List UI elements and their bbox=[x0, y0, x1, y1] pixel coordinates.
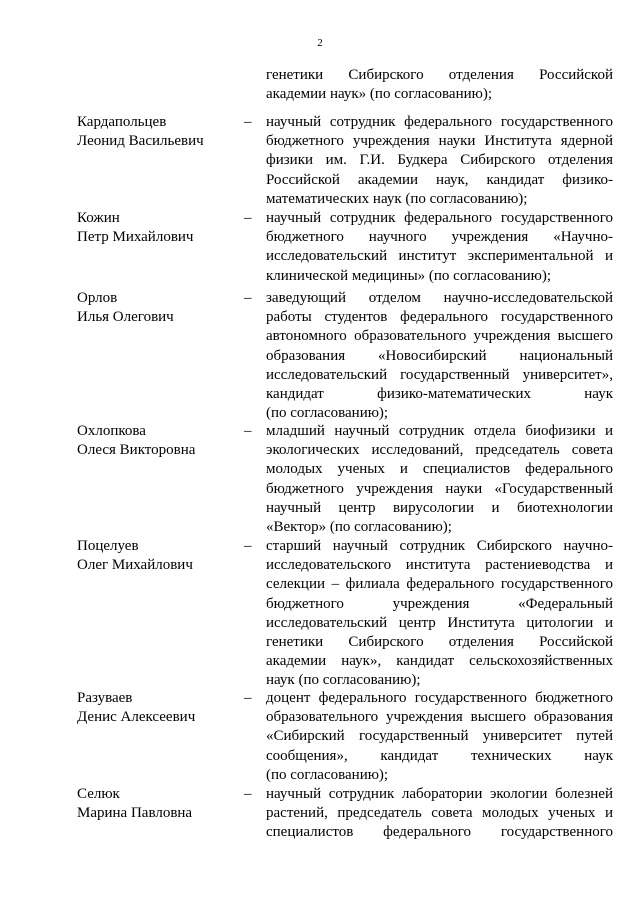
text-line: «Сибирский государственный университет путей bbox=[266, 728, 613, 745]
text-line: образовательного учреждения высшего образования bbox=[266, 709, 613, 726]
text-line: работы студентов федерального государственного bbox=[266, 309, 613, 326]
member-description bbox=[266, 209, 613, 286]
member-surname: Кожин bbox=[77, 210, 120, 226]
member-description bbox=[266, 422, 613, 537]
member-surname: Охлопкова bbox=[77, 423, 146, 439]
text-line: (по согласованию); bbox=[266, 405, 389, 422]
member-given-name: Леонид Васильевич bbox=[77, 133, 204, 150]
text-line: научный центр вирусологии и биотехнологии bbox=[266, 499, 613, 516]
text-line: доцент федерального государственного бюджетного bbox=[266, 690, 613, 706]
text-line: старший научный сотрудник Сибирского научно- bbox=[266, 538, 613, 554]
member-given-name: Марина Павловна bbox=[77, 805, 193, 822]
text-line: молодых ученых и специалистов федерального bbox=[266, 461, 613, 478]
member-surname: Орлов bbox=[77, 290, 118, 306]
text-line: бюджетного учреждения «Федеральный bbox=[266, 595, 613, 612]
text-line: клинической медицины» (по согласованию); bbox=[266, 267, 551, 284]
member-name bbox=[77, 113, 247, 151]
text-line: заведующий отделом научно-исследовательской bbox=[266, 290, 613, 306]
member-description bbox=[266, 689, 613, 785]
text-line: младший научный сотрудник отдела биофизики и bbox=[266, 423, 613, 439]
member-surname: Селюк bbox=[77, 786, 120, 802]
member-given-name: Илья Олегович bbox=[77, 309, 174, 326]
text-line: исследовательского института растениеводства и bbox=[266, 557, 613, 574]
text-line: научный сотрудник лаборатории экологии болезней bbox=[266, 786, 613, 802]
member-given-name: Петр Михайлович bbox=[77, 229, 194, 246]
text-line: исследовательский институт экспериментальной и bbox=[266, 248, 613, 265]
member-given-name: Олеся Викторовна bbox=[77, 442, 196, 459]
dash-separator: – bbox=[244, 538, 252, 554]
text-line: растений, председатель совета молодых ученых и bbox=[266, 805, 613, 822]
text-line: научный сотрудник федерального государственного bbox=[266, 114, 613, 130]
member-name bbox=[77, 689, 247, 727]
text-line: наук (по согласованию); bbox=[266, 672, 421, 689]
text-line: научный сотрудник федерального государственного bbox=[266, 210, 613, 226]
member-name bbox=[77, 289, 247, 327]
dash-separator: – bbox=[244, 114, 252, 130]
member-name bbox=[77, 422, 247, 460]
text-line: бюджетного учреждения науки «Государственный bbox=[266, 480, 613, 497]
text-line: физики им. Г.И. Будкера Сибирского отделения bbox=[266, 152, 613, 169]
member-description bbox=[266, 289, 613, 423]
text-line: генетики Сибирского отделения Российской bbox=[266, 67, 613, 83]
member-given-name: Олег Михайлович bbox=[77, 557, 193, 574]
text-line: бюджетного научного учреждения «Научно- bbox=[266, 229, 613, 246]
text-line: кандидат физико-математических наук bbox=[266, 385, 613, 402]
member-surname: Кардапольцев bbox=[77, 114, 167, 130]
text-line: (по согласованию); bbox=[266, 766, 389, 783]
text-line: селекции – филиала федерального государственного bbox=[266, 576, 613, 593]
text-line: специалистов федерального государственного bbox=[266, 824, 613, 841]
dash-separator: – bbox=[244, 210, 252, 226]
member-name bbox=[77, 785, 247, 823]
member-description bbox=[266, 537, 613, 691]
dash-separator: – bbox=[244, 423, 252, 439]
text-line: Российской академии наук, кандидат физико- bbox=[266, 171, 613, 188]
text-line: математических наук (по согласованию); bbox=[266, 190, 528, 207]
text-line: экологических исследований, председатель совета bbox=[266, 442, 613, 459]
text-line: автономного образовательного учреждения высшего bbox=[266, 328, 613, 345]
member-description bbox=[266, 113, 613, 209]
member-surname: Разуваев bbox=[77, 690, 133, 706]
text-line: академии наук» (по согласованию); bbox=[266, 86, 493, 103]
member-given-name: Денис Алексеевич bbox=[77, 709, 196, 726]
dash-separator: – bbox=[244, 290, 252, 306]
text-line: сообщения», кандидат технических наук bbox=[266, 747, 613, 764]
text-line: «Вектор» (по согласованию); bbox=[266, 518, 452, 535]
page-number: 2 bbox=[317, 37, 323, 49]
member-name bbox=[77, 209, 247, 247]
member-name bbox=[77, 537, 247, 575]
dash-separator: – bbox=[244, 690, 252, 706]
text-line: исследовательский государственный университет», bbox=[266, 366, 613, 383]
member-description bbox=[266, 785, 613, 843]
text-line: бюджетного учреждения науки Института ядерной bbox=[266, 133, 613, 150]
dash-separator: – bbox=[244, 786, 252, 802]
member-surname: Поцелуев bbox=[77, 538, 139, 554]
text-line: образования «Новосибирский национальный bbox=[266, 347, 613, 364]
text-line: генетики Сибирского отделения Российской bbox=[266, 633, 613, 650]
text-line: исследовательский центр Института цитологии и bbox=[266, 614, 613, 631]
continuation-text bbox=[266, 66, 613, 104]
text-line: академии наук», кандидат сельскохозяйственных bbox=[266, 653, 613, 670]
